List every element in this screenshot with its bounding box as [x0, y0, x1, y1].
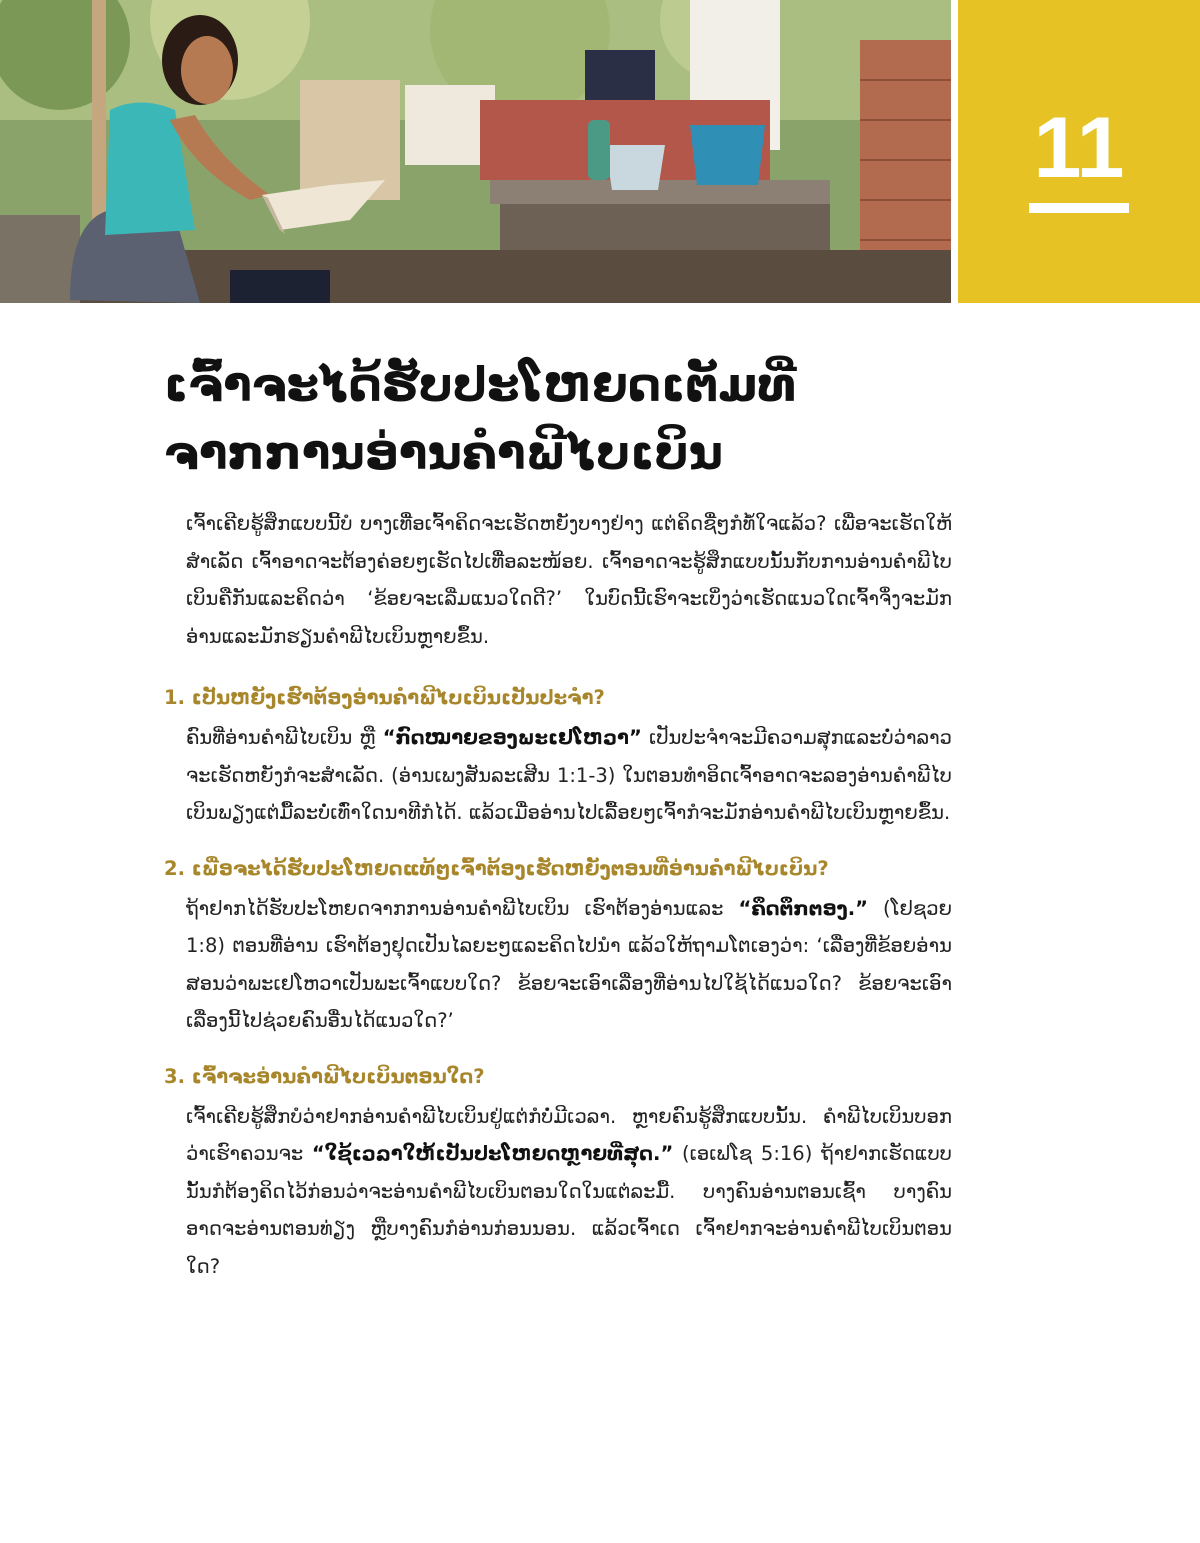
- answer-1-text-before: ຄົນທີ່ອ່ານຄຳພີໄບເບິນ ຫຼື: [186, 726, 383, 749]
- lesson-title-line-1: ເຈົ້າຈະໄດ້ຮັບປະໂຫຍດເຕັມທີ່: [164, 358, 797, 413]
- answer-paragraph-2: [186, 890, 952, 1040]
- question-heading-2: 2. ເພື່ອຈະໄດ້ຮັບປະໂຫຍດແທ້ໆເຈົ້າຕ້ອງເຮັດຫຍັງຕອນທີ່ອ່ານຄຳພີໄບເບິນ?: [164, 856, 829, 880]
- reading-woman-illustration: [0, 0, 951, 303]
- lesson-title: [164, 352, 964, 488]
- answer-2-text-after: (ໂຢຊວຍ 1:8) ຕອນທີ່ອ່ານ ເຮົາຕ້ອງຢຸດເປັນໄລຍະໆແລະຄິດໄປນຳ ແລ້ວໃຫ້ຖາມໂຕເອງວ່າ: ‘ເລື່ອງທີ່ຂ້ອຍອ່ານສອນວ່າພະເຢໂຫວາເປັນພະເຈົ້າແບບໃດ? ຂ້ອຍຈະເອົາເລື່ອງທີ່ອ່ານໄປໃຊ້ໄດ້ແນວໃດ? ຂ້ອຍຈະເອົາເລື່ອງນີ້ໄປຊ່ວຍຄົນອື່ນໄດ້ແນວໃດ?’: [186, 896, 953, 1032]
- answer-2-text-before: ຖ້າຢາກໄດ້ຮັບປະໂຫຍດຈາກການອ່ານຄຳພີໄບເບິນ ເຮົາຕ້ອງອ່ານແລະ: [186, 896, 739, 920]
- answer-2-quote: “ຄຶດຕຶກຕອງ.”: [738, 896, 868, 920]
- lesson-number: 11: [1033, 100, 1125, 196]
- answer-3-text-after: (ເອເຟໂຊ 5:16) ຖ້າຢາກເຮັດແບບນັ້ນກໍຕ້ອງຄິດໄວ້ກ່ອນວ່າຈະອ່ານຄຳພີໄບເບິນຕອນໃດໃນແຕ່ລະມື້. ບາງຄົນອ່ານຕອນເຊົ້າ ບາງຄົນອາດຈະອ່ານຕອນທ່ຽງ ຫຼືບາງຄົນກໍອ່ານກ່ອນນອນ. ແລ້ວເຈົ້າເດ ເຈົ້າຢາກຈະອ່ານຄຳພີໄບເບິນຕອນໃດ?: [186, 1142, 952, 1278]
- answer-1-quote: “ກົດໝາຍຂອງພະເຢໂຫວາ”: [382, 726, 642, 749]
- answer-3-quote: “ໃຊ້ເວລາໃຫ້ເປັນປະໂຫຍດຫຼາຍທີ່ສຸດ.”: [311, 1142, 674, 1165]
- header-photo: [0, 0, 951, 303]
- question-heading-1: 1. ເປັນຫຍັງເຮົາຕ້ອງອ່ານຄຳພີໄບເບິນເປັນປະຈຳ?: [164, 686, 605, 709]
- lesson-number-underline: [1029, 203, 1129, 213]
- lesson-number-box: [958, 0, 1200, 303]
- answer-paragraph-1: [186, 719, 952, 832]
- lesson-title-line-2: ຈາກການອ່ານຄຳພີໄບເບິນ: [164, 426, 723, 481]
- lesson-content: [164, 505, 952, 1285]
- answer-1-text-after: ເປັນປະຈຳຈະມີຄວາມສຸກແລະບໍ່ວ່າລາວຈະເຮັດຫຍັງກໍຈະສຳເລັດ. (ອ່ານເພງສັນລະເສີນ 1:1-3) ໃນຕອນທຳອິດເຈົ້າອາດຈະລອງອ່ານຄຳພີໄບເບິນພຽງແຕ່ມື້ລະບໍ່ເທົ່າໃດນາທີກໍໄດ້. ແລ້ວເມື່ອອ່ານໄປເລື້ອຍໆເຈົ້າກໍຈະມັກອ່ານຄຳພີໄບເບິນຫຼາຍຂຶ້ນ.: [186, 726, 952, 824]
- question-heading-3: 3. ເຈົ້າຈະອ່ານຄຳພີໄບເບິນຕອນໃດ?: [164, 1064, 485, 1088]
- answer-3-text-before: ເຈົ້າເຄີຍຮູ້ສຶກບໍວ່າຢາກອ່ານຄຳພີໄບເບິນຢູ່ແຕ່ກໍບໍ່ມີເວລາ. ຫຼາຍຄົນຮູ້ສຶກແບບນັ້ນ. ຄຳພີໄບເບິນບອກວ່າເຮົາຄວນຈະ: [186, 1104, 952, 1165]
- intro-paragraph: ເຈົ້າເຄີຍຮູ້ສຶກແບບນີ້ບໍ ບາງເທື່ອເຈົ້າຄິດຈະເຮັດຫຍັງບາງຢ່າງ ແຕ່ຄິດຊື່ໆກໍທໍ້ໃຈແລ້ວ? ເພື່ອຈະເຮັດໃຫ້ສຳເລັດ ເຈົ້າອາດຈະຕ້ອງຄ່ອຍໆເຮັດໄປເທື່ອລະໜ້ອຍ. ເຈົ້າອາດຈະຮູ້ສຶກແບບນັ້ນກັບການອ່ານຄຳພີໄບເບິນຄືກັນແລະຄິດວ່າ ‘ຂ້ອຍຈະເລີ່ມແນວໃດດີ?’ ໃນບົດນີ້ເຮົາຈະເບິ່ງວ່າເຮັດແນວໃດເຈົ້າຈຶ່ງຈະມັກອ່ານແລະມັກຮຽນຄຳພີໄບເບິນຫຼາຍຂຶ້ນ.: [186, 512, 952, 648]
- answer-paragraph-3: [186, 1098, 952, 1286]
